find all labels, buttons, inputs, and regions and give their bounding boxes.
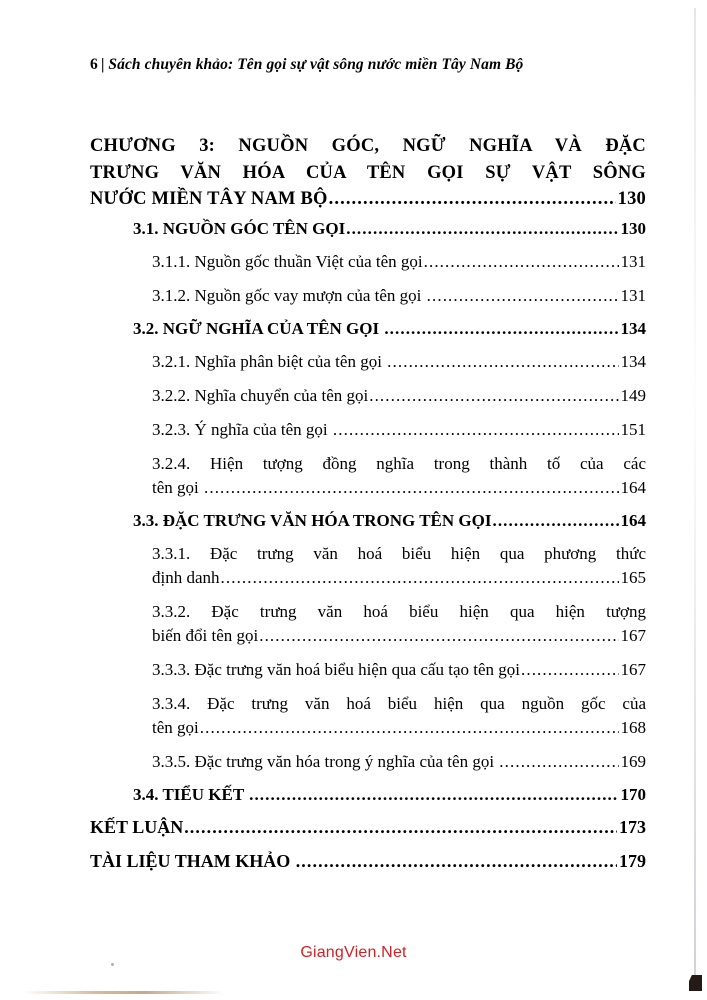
toc-entry-text: 3.3.2. Đặc trưng văn hoá biểu hiện qua hiện tượng bbox=[152, 601, 646, 621]
toc-entry[interactable] bbox=[90, 542, 646, 590]
toc-page-number: 134 bbox=[620, 351, 646, 371]
scan-speck-artifact bbox=[111, 963, 114, 966]
toc-entry[interactable] bbox=[90, 600, 646, 648]
toc-entry[interactable] bbox=[90, 384, 646, 408]
toc-entry-text: 3.2.4. Hiện tượng đồng nghĩa trong thành tố của các bbox=[152, 453, 646, 473]
toc-entry-text: 3.2.1. Nghĩa phân biệt của tên gọi bbox=[152, 351, 387, 371]
toc-entry-text: KẾT LUẬN bbox=[90, 816, 184, 837]
toc-entry-line bbox=[152, 692, 646, 716]
toc-entry-line-final bbox=[133, 784, 646, 806]
toc-page-number: 168 bbox=[620, 717, 646, 737]
running-head bbox=[90, 56, 646, 75]
toc-entry[interactable] bbox=[90, 816, 646, 838]
toc-entry-text: 3.3.1. Đặc trưng văn hoá biểu hiện qua phương thức bbox=[152, 543, 646, 563]
toc-page-number: 173 bbox=[619, 816, 646, 837]
toc-entry[interactable] bbox=[90, 784, 646, 806]
toc-entry[interactable] bbox=[90, 452, 646, 500]
watermark: GiangVien.Net bbox=[300, 944, 407, 961]
toc-page-number: 164 bbox=[620, 477, 646, 497]
toc-leader-dots bbox=[221, 566, 619, 590]
toc-entry-line-final bbox=[152, 350, 646, 374]
toc-entry-line-final bbox=[152, 716, 646, 740]
toc-entry-line bbox=[152, 542, 646, 566]
toc-leader-dots bbox=[204, 476, 619, 500]
toc-entry-line bbox=[152, 600, 646, 624]
toc-entry-text: biến đổi tên gọi bbox=[152, 625, 259, 645]
running-head-title: Sách chuyên khảo: Tên gọi sự vật sông nước miền Tây Nam Bộ bbox=[108, 56, 524, 73]
toc-entry-line-final bbox=[152, 624, 646, 648]
toc-entry-text: 3.1.2. Nguồn gốc vay mượn của tên gọi bbox=[152, 285, 426, 305]
toc-page-number: 134 bbox=[620, 318, 646, 338]
toc-entry-line-final bbox=[133, 510, 646, 532]
toc-entry[interactable] bbox=[90, 350, 646, 374]
toc-leader-dots bbox=[499, 750, 618, 774]
toc-entry-line-final bbox=[152, 750, 646, 774]
page-folio: 6 bbox=[90, 56, 98, 73]
toc-entry-line-final bbox=[152, 658, 646, 682]
toc-entry-text: 3.1. NGUỒN GÓC TÊN GỌI bbox=[133, 218, 346, 238]
toc-entry-text: 3.4. TIỂU KẾT bbox=[133, 784, 249, 804]
toc-page-number: 170 bbox=[620, 784, 646, 804]
toc-leader-dots bbox=[333, 418, 619, 442]
toc-entry-text: 3.2. NGỮ NGHĨA CỦA TÊN GỌI bbox=[133, 318, 384, 338]
toc-leader-dots bbox=[387, 350, 618, 374]
toc-entry-text: 3.3.3. Đặc trưng văn hoá biểu hiện qua cấu tạo tên gọi bbox=[152, 659, 520, 679]
toc-entry[interactable] bbox=[90, 692, 646, 740]
toc-leader-dots bbox=[249, 784, 618, 806]
toc-entry[interactable] bbox=[90, 218, 646, 240]
toc-entry-text: 3.3.4. Đặc trưng văn hoá biểu hiện qua nguồn gốc của bbox=[152, 693, 646, 713]
toc-page-number: 131 bbox=[620, 251, 646, 271]
toc-entry[interactable] bbox=[90, 133, 646, 213]
toc-leader-dots bbox=[200, 716, 619, 740]
toc-leader-dots bbox=[329, 186, 616, 213]
scan-edge-artifact-right bbox=[694, 8, 696, 983]
toc-page-number: 131 bbox=[620, 285, 646, 305]
toc-leader-dots bbox=[427, 284, 619, 308]
scan-corner-artifact bbox=[689, 975, 702, 991]
running-head-separator: | bbox=[100, 56, 105, 73]
toc-entry[interactable] bbox=[90, 510, 646, 532]
toc-entry-line-final bbox=[152, 418, 646, 442]
toc-entry-line-final bbox=[152, 250, 646, 274]
toc-page-number: 130 bbox=[620, 218, 646, 238]
toc-page-number: 167 bbox=[620, 625, 646, 645]
toc-leader-dots bbox=[259, 624, 618, 648]
toc-leader-dots bbox=[521, 658, 619, 682]
toc-entry-line bbox=[152, 452, 646, 476]
toc-entry[interactable] bbox=[90, 750, 646, 774]
toc-entry-line-final bbox=[133, 318, 646, 340]
toc-entry[interactable] bbox=[90, 418, 646, 442]
table-of-contents bbox=[90, 133, 646, 884]
toc-entry-text: 3.2.2. Nghĩa chuyển của tên gọi bbox=[152, 385, 369, 405]
toc-entry-text: 3.1.1. Nguồn gốc thuần Việt của tên gọi bbox=[152, 251, 423, 271]
toc-page-number: 179 bbox=[619, 850, 646, 871]
toc-leader-dots bbox=[384, 318, 618, 340]
toc-page-number: 151 bbox=[620, 419, 646, 439]
toc-page-number: 164 bbox=[620, 510, 646, 530]
toc-entry[interactable] bbox=[90, 318, 646, 340]
toc-page-number: 165 bbox=[620, 567, 646, 587]
toc-entry-line-final bbox=[90, 186, 646, 213]
toc-leader-dots bbox=[424, 250, 619, 274]
toc-leader-dots bbox=[184, 816, 617, 838]
toc-entry[interactable] bbox=[90, 250, 646, 274]
toc-entry[interactable] bbox=[90, 658, 646, 682]
toc-entry-text: TRƯNG VĂN HÓA CỦA TÊN GỌI SỰ VẬT SÔNG bbox=[90, 162, 646, 183]
toc-entry-line-final bbox=[90, 850, 646, 872]
toc-entry-line-final bbox=[133, 218, 646, 240]
toc-page-number: 169 bbox=[620, 751, 646, 771]
toc-leader-dots bbox=[346, 218, 618, 240]
scan-edge-artifact-bottom bbox=[24, 991, 224, 994]
toc-leader-dots bbox=[296, 850, 617, 872]
toc-entry-line-final bbox=[152, 384, 646, 408]
toc-entry-line-final bbox=[152, 566, 646, 590]
toc-entry[interactable] bbox=[90, 850, 646, 872]
toc-entry-text: CHƯƠNG 3: NGUỒN GÓC, NGỮ NGHĨA VÀ ĐẶC bbox=[90, 136, 646, 156]
toc-entry-line-final bbox=[90, 816, 646, 838]
toc-entry[interactable] bbox=[90, 284, 646, 308]
toc-entry-text: định danh bbox=[152, 567, 220, 587]
toc-entry-text: tên gọi bbox=[152, 717, 199, 737]
toc-entry-text: tên gọi bbox=[152, 477, 203, 497]
toc-entry-text: NƯỚC MIỀN TÂY NAM BỘ bbox=[90, 189, 328, 209]
toc-entry-text: 3.3.5. Đặc trưng văn hóa trong ý nghĩa của tên gọi bbox=[152, 751, 499, 771]
toc-leader-dots bbox=[492, 510, 618, 532]
toc-entry-text: 3.3. ĐẶC TRƯNG VĂN HÓA TRONG TÊN GỌI bbox=[133, 510, 492, 530]
toc-entry-line-final bbox=[152, 476, 646, 500]
toc-leader-dots bbox=[369, 384, 618, 408]
toc-entry-text: 3.2.3. Ý nghĩa của tên gọi bbox=[152, 419, 332, 439]
toc-page-number: 149 bbox=[620, 385, 646, 405]
toc-entry-line bbox=[90, 133, 646, 160]
toc-page-number: 130 bbox=[617, 189, 646, 209]
toc-entry-line bbox=[90, 160, 646, 187]
toc-entry-line-final bbox=[152, 284, 646, 308]
toc-page-number: 167 bbox=[620, 659, 646, 679]
toc-entry-text: TÀI LIỆU THAM KHẢO bbox=[90, 850, 295, 871]
